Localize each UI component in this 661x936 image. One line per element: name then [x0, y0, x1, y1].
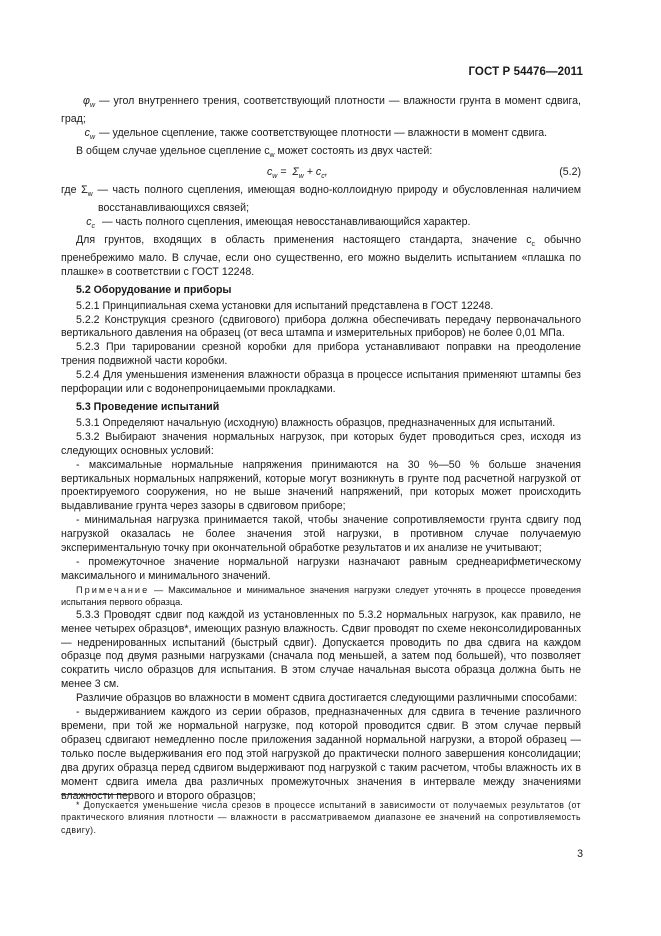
note-label: Примечание: [76, 584, 150, 595]
list-item-holding-time: - выдерживанием каждого из серии образов, предназначенных для сдвига в течение различного времени, при той же нормальной нагрузке, под которой проводится сдвиг. В этом случае первый образец сдвигают немедленно после приложения заданной нормальной нагрузки, а второй образец — только после выдерживания его под этой нагрузкой до практически полного завершения консолидации; два других образца перед сдвигом выдерживают под нагрузкой с таким расчетом, чтобы влажность их в момент сдвига имела два различных промежуточных значения в интервале между значениями влажности первого и второго образцов;: [61, 706, 581, 802]
where-sigma-sub: w: [87, 191, 93, 199]
intro-tail: может состоять из двух частей:: [274, 144, 433, 157]
section-heading-5-3: 5.3 Проведение испытаний: [76, 400, 220, 413]
grounds-text-a: Для грунтов, входящих в область применения настоящего стандарта, значение c: [76, 233, 532, 246]
formula-sigma: Σ: [292, 165, 299, 178]
paragraph-5-3-2: 5.3.2 Выбирают значения нормальных нагрузок, при которых будет проводиться срез, исходя из следующих основных условий:: [61, 430, 581, 457]
paragraph-5-2-4: 5.2.4 Для уменьшения изменения влажности образца в процессе испытания применяют штампы без перфорации или с водонепроницаемыми прокладками.: [61, 369, 581, 396]
formula-lhs-sub: w: [272, 173, 278, 181]
note: [61, 584, 581, 609]
where-cc: [61, 216, 581, 234]
footnote-divider: [61, 794, 131, 795]
paragraph-5-2-2: 5.2.2 Конструкция срезного (сдвигового) прибора должна обеспечивать передачу первоначального вертикального давления на образец (от веса штампа и измерительных приборов) не более 0,01 МПа.: [61, 313, 581, 340]
paragraph-5-2-3: 5.2.3 При тарировании срезной коробки для прибора устанавливают поправки на преодоление трения подвижной части коробки.: [61, 341, 581, 368]
intro-sub: w: [269, 152, 275, 160]
where-cc-symbol: c: [86, 215, 92, 228]
formula-sigma-sub: w: [298, 173, 304, 181]
where-cc-text: — часть полного сцепления, имеющая невосстанавливающийся характер.: [99, 215, 471, 228]
symbol-cw: c: [84, 126, 90, 139]
footnote: [61, 799, 581, 836]
where-sigma-text: — часть полного сцепления, имеющая водно-коллоидную природу и обусловленная наличием восстанавливающихся связей;: [92, 183, 581, 214]
formula-number: (5.2): [559, 165, 581, 178]
formula-cc-sub: c: [321, 173, 325, 181]
definition-phi-text: — угол внутреннего трения, соответствующий плотности — влажности грунта в момент сдвига, град;: [61, 95, 581, 126]
symbol-phi-sub: w: [89, 102, 95, 110]
paragraph-5-3-1: 5.3.1 Определяют начальную (исходную) влажность образцов, предназначенных для испытаний.: [76, 416, 556, 429]
definition-cw-text: — удельное сцепление, также соответствующее плотности — влажности в момент сдвига.: [99, 126, 548, 139]
footnote-text: * Допускается уменьшение числа срезов в процессе испытаний в зависимости от получаемых результатов (от практического влияния плотности — влажности в рассматриваемом диапазоне ее значений на сопротивляемость сдвигу).: [61, 800, 581, 835]
grounds-sub: c: [531, 241, 536, 248]
document-body: [61, 95, 581, 803]
symbol-cw-sub: w: [89, 134, 95, 142]
paragraph-5-2-1: 5.2.1 Принципиальная схема установки для испытаний представлена в ГОСТ 12248.: [76, 299, 494, 312]
paragraph-grounds: [61, 234, 581, 280]
formula-cc: c: [315, 165, 322, 178]
list-item-intermediate-load: - промежуточное значение нормальной нагрузки назначают равным среднеарифметическому максимального и минимального значений.: [61, 555, 581, 582]
where-sigma: [61, 184, 581, 216]
where-cc-sub: c: [91, 222, 95, 230]
page-number: 3: [577, 848, 583, 860]
intro-text: В общем случае удельное сцепление c: [76, 144, 270, 157]
paragraph-5-3-3: 5.3.3 Проводят сдвиг под каждой из установленных по 5.3.2 нормальных нагрузок, как правило, не менее четырех образцов*, имеющих разную влажность. Сдвиг проводят по схеме неконсолидированных — недренированных испытаний (быстрый сдвиг). Допускается проводить по два сдвига на каждом образце под двумя разными нагрузками (сначала под меньшей, а затем под большей), что позволяет сократить число образцов для испытания. В этом случае начальная высота образца должна быть не менее 3 см.: [61, 608, 581, 691]
list-item-min-load: - минимальная нагрузка принимается такой, чтобы значение сопротивляемости грунта сдвигу под нагрузкой оказалась не более значения этой нагрузки, в противном случае получаемую экспериментальную точку при окончательной обработке результатов и их анализе не учитывают;: [61, 514, 581, 555]
formula-lhs: c: [267, 165, 273, 178]
where-sigma-prefix: где Σ: [61, 183, 88, 196]
intro-paragraph: [61, 145, 581, 163]
grounds-text-b: обычно пренебрежимо мало. В случае, если оно существенно, его можно выделить испытанием «плашка по плашке» в соответствии с ГОСТ 12248.: [61, 233, 581, 278]
document-id-header: ГОСТ Р 54476—2011: [468, 66, 583, 78]
paragraph-moisture-methods: Различие образцов во влажности в момент сдвига достигается следующими различными способами:: [76, 692, 578, 705]
note-text: — Максимальное и минимальное значения нагрузки следует уточнять в процессе проведения испытания первого образца.: [61, 584, 581, 608]
formula-expression: $c_w = \Sigma_w + c_c$,: [267, 165, 328, 181]
formula-5-2: [61, 166, 581, 182]
section-heading-5-2: 5.2 Оборудование и приборы: [76, 283, 232, 296]
definition-cw: [61, 127, 581, 145]
symbol-phi: φ: [83, 95, 90, 107]
definition-phi: [61, 95, 581, 127]
list-item-max-load: - максимальные нормальные напряжения принимаются на 30 %—50 % больше значения вертикальных нормальных напряжений, которые могут возникнуть в грунте под расчетной нагрузкой от проектируемого сооружения, но не выше значений напряжений, при которых может происходить выдавливание грунта через зазоры в сдвиговом приборе;: [61, 458, 581, 513]
